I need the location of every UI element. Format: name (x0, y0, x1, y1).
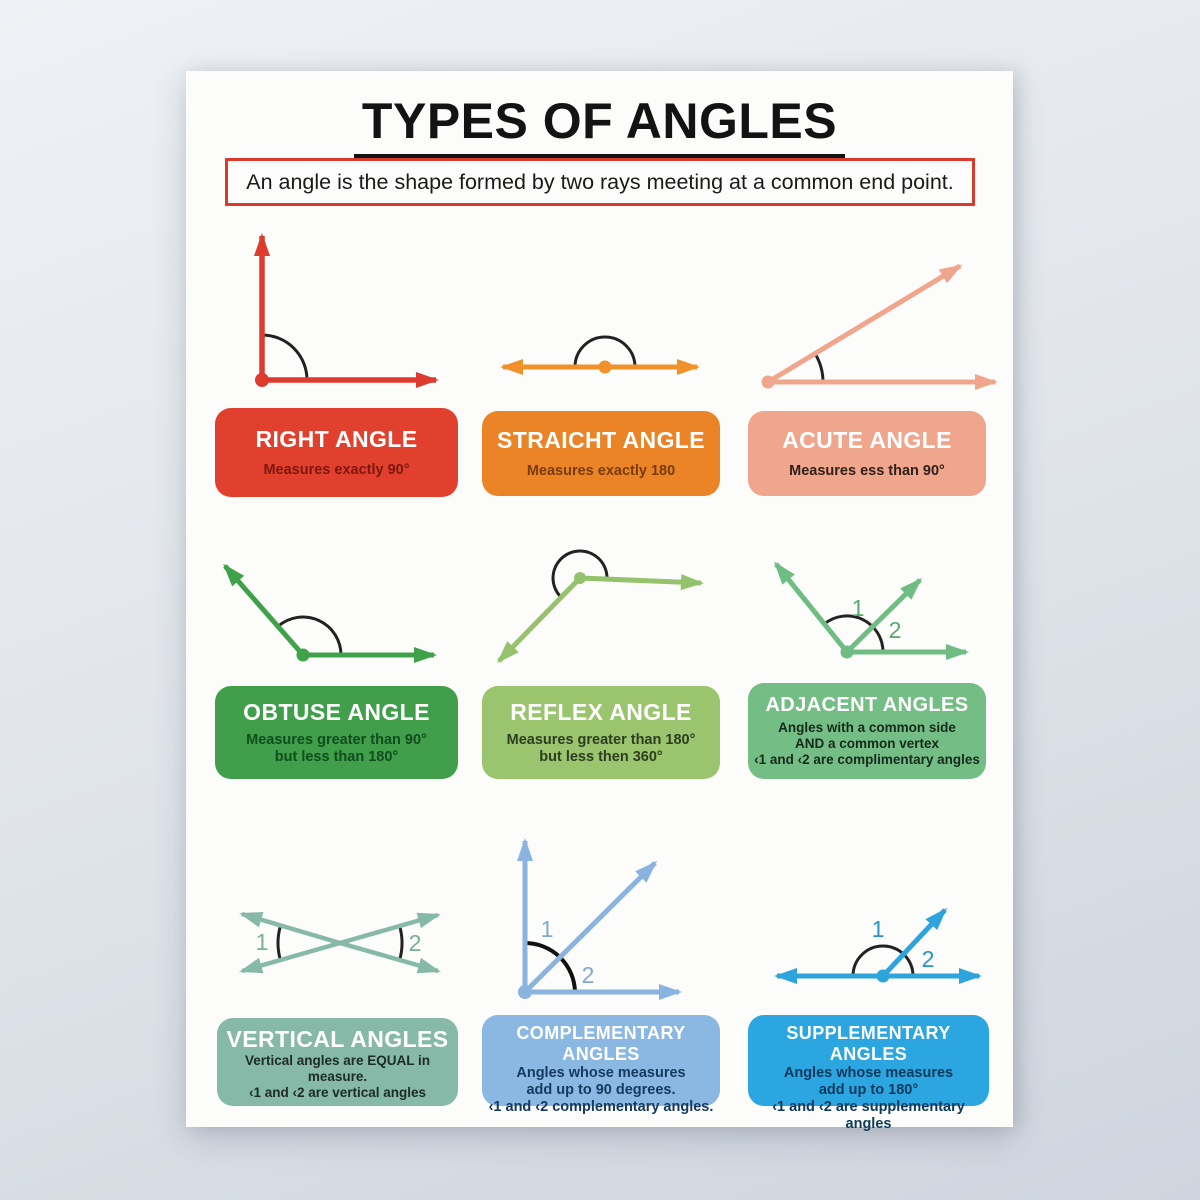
angles-poster (186, 71, 1013, 1133)
card-description (754, 720, 980, 768)
ray-up-left (776, 564, 847, 652)
angle-label-1: 1 (851, 595, 865, 621)
card-description-line: but less then 360° (539, 748, 663, 765)
card-description (489, 1065, 714, 1116)
adjacent-angles-card (748, 683, 986, 779)
complementary-angles-diagram (485, 825, 695, 1010)
card-description-line: ‹1 and ‹2 are vertical angles (248, 1084, 427, 1100)
vertex-dot (762, 376, 775, 389)
angle-label-2: 2 (408, 930, 422, 956)
angle-arc (815, 354, 823, 383)
supplementary-angles-diagram (765, 888, 990, 993)
right-arc (399, 925, 402, 959)
card-description-line: ‹1 and ‹2 are complimentary angles (754, 752, 980, 767)
card-description (246, 732, 427, 766)
card-description-line: Angles whose measures (783, 1065, 954, 1081)
obtuse-angle-card (215, 686, 458, 779)
card-description-line: Angles whose measures (516, 1065, 686, 1081)
straight-angle-card (482, 411, 720, 496)
card-description-line: Measures greater than 90° (246, 731, 427, 748)
ray-right (580, 578, 701, 583)
angle-label-1: 1 (540, 916, 554, 942)
card-description-line: but less than 180° (274, 748, 399, 765)
vertex-dot (574, 572, 586, 584)
card-description-line: Measures exactly 180 (526, 462, 676, 479)
adjacent-angles-diagram (752, 548, 992, 678)
reflex-angle-card (482, 686, 720, 779)
definition-box (225, 158, 975, 206)
left-arc (278, 926, 280, 960)
card-description-line: add up to 180° (818, 1082, 919, 1099)
definition-text: An angle is the shape formed by two rays meeting at a common end point. (246, 169, 954, 194)
card-title: VERTICAL ANGLES (226, 1026, 449, 1052)
angle-arc (262, 335, 307, 380)
card-title: ACUTE ANGLE (782, 427, 952, 454)
card-description-line: Measures greater than 180° (506, 731, 696, 748)
card-title: SUPPLEMENTARY ANGLES (786, 1023, 951, 1064)
card-description-line: Measures ess than 90° (789, 462, 945, 479)
card-description (754, 1065, 983, 1133)
card-description (263, 462, 409, 479)
vertex-dot (877, 970, 890, 983)
card-description-line: Angles with a common side (778, 720, 956, 736)
reflex-angle-diagram (483, 543, 718, 678)
card-description-line: Measures exactly 90° (263, 462, 410, 479)
card-description (507, 732, 696, 766)
right-angle-card (215, 408, 458, 497)
card-description-line: ‹1 and ‹2 complementary angles. (488, 1099, 714, 1116)
angle-label-2: 2 (888, 617, 902, 643)
card-description (789, 463, 945, 480)
ray-diagonal (883, 910, 945, 976)
right-angle-diagram (210, 218, 460, 390)
vertical-angles-card (217, 1018, 458, 1106)
angle-label-1: 1 (871, 916, 885, 942)
card-title: COMPLEMENTARY ANGLES (516, 1023, 686, 1064)
ray-down-left (499, 578, 580, 661)
card-description-line: Vertical angles are EQUAL in measure. (244, 1053, 431, 1084)
vertex-dot (255, 373, 269, 387)
card-description-line: ‹1 and ‹2 are supplementary angles (772, 1099, 965, 1133)
card-description (223, 1053, 452, 1101)
angle-label-1: 1 (255, 929, 269, 955)
ray-diagonal (768, 266, 960, 382)
ray-up-left (225, 566, 303, 655)
card-description-line: AND a common vertex (794, 736, 940, 752)
card-description-line: add up to 90 degrees. (526, 1082, 676, 1099)
title-wrap (186, 92, 1013, 159)
card-title: OBTUSE ANGLE (243, 699, 430, 726)
page-title: TYPES OF ANGLES (354, 92, 845, 159)
acute-angle-diagram (752, 245, 1018, 395)
card-title: STRAICHT ANGLE (497, 427, 705, 454)
vertical-angles-diagram (212, 893, 452, 998)
card-description (527, 463, 675, 480)
straight-angle-diagram (485, 330, 715, 400)
vertex-dot (518, 985, 532, 999)
obtuse-angle-diagram (208, 548, 448, 673)
card-title: REFLEX ANGLE (510, 699, 692, 726)
angle-label-2: 2 (581, 962, 595, 988)
ray-down-right (340, 943, 438, 971)
angle-label-2: 2 (921, 946, 935, 972)
vertex-dot (599, 361, 612, 374)
supplementary-angles-card (748, 1015, 989, 1133)
acute-angle-card (748, 411, 986, 496)
vertex-dot (297, 649, 310, 662)
complementary-angles-card (482, 1015, 720, 1116)
ray-up-right (340, 915, 438, 943)
card-title: RIGHT ANGLE (255, 425, 418, 452)
card-title: ADJACENT ANGLES (765, 694, 969, 717)
vertex-dot (841, 646, 854, 659)
